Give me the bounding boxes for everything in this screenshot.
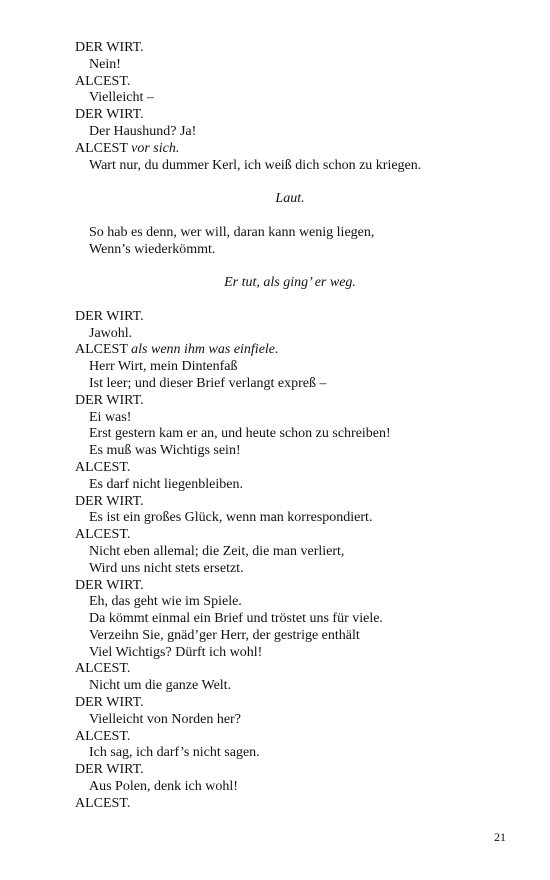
- speaker-line: [75, 40, 515, 57]
- verse-line: Jawohl.: [89, 325, 133, 341]
- speaker-name: ALCEST.: [75, 73, 131, 89]
- verse-line: Der Haushund? Ja!: [89, 123, 197, 139]
- speaker-name: ALCEST.: [75, 728, 131, 744]
- speaker-name: ALCEST.: [75, 795, 131, 811]
- speaker-name: ALCEST.: [75, 459, 131, 475]
- speaker-line: [75, 342, 515, 359]
- verse-line: Nicht eben allemal; die Zeit, die man verliert,: [89, 543, 345, 559]
- speaker-line: [75, 393, 515, 410]
- verse-line: Es muß was Wichtigs sein!: [89, 443, 241, 459]
- speaker-name: ALCEST: [75, 342, 128, 358]
- speaker-line: [75, 578, 515, 595]
- speaker-name: ALCEST.: [75, 661, 131, 677]
- speaker-name: DER WIRT.: [75, 577, 144, 593]
- verse-line: Viel Wichtigs? Dürft ich wohl!: [89, 644, 263, 660]
- verse-line: So hab es denn, wer will, daran kann wenig liegen,: [89, 224, 375, 240]
- verse-line: Nein!: [89, 56, 121, 72]
- stage-direction: Er tut, als ging’ er weg.: [224, 275, 356, 291]
- verse-line: Wenn’s wiederkömmt.: [89, 241, 216, 257]
- speaker-name: DER WIRT.: [75, 392, 144, 408]
- verse-line: Wird uns nicht stets ersetzt.: [89, 560, 244, 576]
- speaker-line: [75, 74, 515, 91]
- verse-line: Nicht um die ganze Welt.: [89, 678, 232, 694]
- speaker-line: [75, 460, 515, 477]
- verse-line: Vielleicht –: [89, 90, 154, 106]
- verse-line: Vielleicht von Norden her?: [89, 711, 241, 727]
- verse-line: Da kömmt einmal ein Brief und tröstet uns für viele.: [89, 611, 383, 627]
- speaker-name: DER WIRT.: [75, 308, 144, 324]
- spacer: [75, 292, 515, 309]
- spacer: [75, 174, 515, 191]
- speaker-name: DER WIRT.: [75, 40, 144, 55]
- speaker-line: [75, 796, 515, 813]
- verse-line: Erst gestern kam er an, und heute schon zu schreiben!: [89, 426, 391, 442]
- speaker-name: DER WIRT.: [75, 107, 144, 123]
- speaker-name: DER WIRT.: [75, 493, 144, 509]
- speaker-line: [75, 309, 515, 326]
- stage-direction-inline: vor sich.: [131, 140, 180, 156]
- spacer: [75, 258, 515, 275]
- speaker-line: [75, 729, 515, 746]
- verse-line: Es ist ein großes Glück, wenn man korrespondiert.: [89, 510, 373, 526]
- speaker-name: DER WIRT.: [75, 762, 144, 778]
- spacer: [75, 208, 515, 225]
- play-text-page: [75, 40, 515, 813]
- speaker-line: [75, 141, 515, 158]
- stage-direction: Laut.: [275, 191, 305, 207]
- speaker-name: ALCEST.: [75, 527, 131, 543]
- verse-line: Aus Polen, denk ich wohl!: [89, 779, 238, 795]
- verse-line: Verzeihn Sie, gnäd’ger Herr, der gestrige enthält: [89, 627, 360, 643]
- verse-line: Ich sag, ich darf’s nicht sagen.: [89, 745, 260, 761]
- speaker-name: DER WIRT.: [75, 695, 144, 711]
- speaker-line: [75, 527, 515, 544]
- stage-direction-inline: als wenn ihm was einfiele.: [131, 342, 279, 358]
- page-number: 21: [494, 830, 506, 844]
- verse-line: Ist leer; und dieser Brief verlangt expreß –: [89, 375, 327, 391]
- verse-line: Wart nur, du dummer Kerl, ich weiß dich schon zu kriegen.: [89, 157, 422, 173]
- verse-line: Ei was!: [89, 409, 132, 425]
- speaker-line: [75, 695, 515, 712]
- speaker-line: [75, 762, 515, 779]
- speaker-line: [75, 107, 515, 124]
- verse-line: Eh, das geht wie im Spiele.: [89, 594, 242, 610]
- speaker-name: ALCEST: [75, 140, 128, 156]
- speaker-line: [75, 494, 515, 511]
- speaker-line: [75, 661, 515, 678]
- verse-line: Herr Wirt, mein Dintenfaß: [89, 359, 238, 375]
- verse-line: Es darf nicht liegenbleiben.: [89, 476, 243, 492]
